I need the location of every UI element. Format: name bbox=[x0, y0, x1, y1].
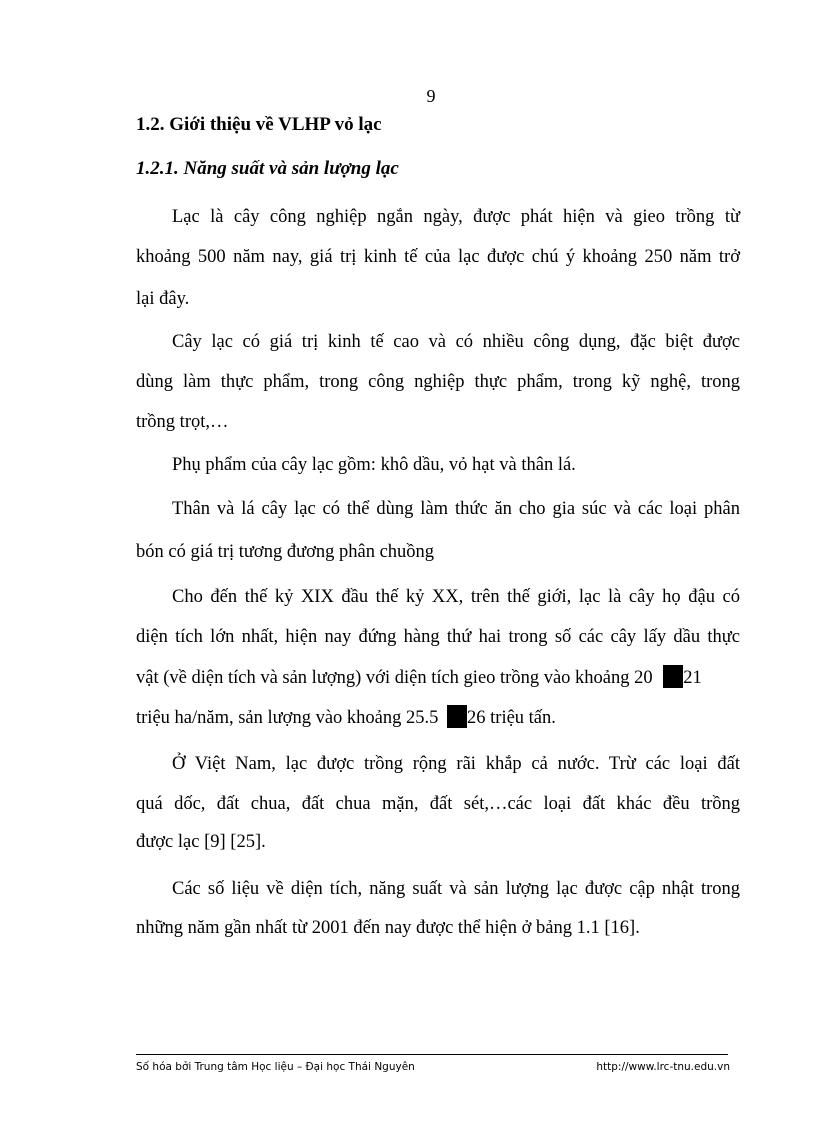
redaction-mark bbox=[663, 665, 683, 688]
paragraph-6-line-2: quá dốc, đất chua, đất chua mặn, đất sét,…các loại đất khác đều trồng bbox=[136, 794, 740, 814]
section-heading: 1.2. Giới thiệu về VLHP vỏ lạc bbox=[136, 114, 382, 135]
paragraph-4-line-2: bón có giá trị tương đương phân chuồng bbox=[136, 542, 435, 562]
paragraph-3-line-1: Phụ phẩm của cây lạc gồm: khô dầu, vỏ hạt và thân lá. bbox=[172, 455, 576, 475]
paragraph-7-line-1: Các số liệu về diện tích, năng suất và sản lượng lạc được cập nhật trong bbox=[172, 879, 740, 899]
paragraph-2-line-3: trồng trọt,… bbox=[136, 412, 229, 432]
paragraph-1-line-1: Lạc là cây công nghiệp ngắn ngày, được phát hiện và gieo trồng từ bbox=[172, 207, 740, 227]
line-text: 21 bbox=[683, 668, 702, 688]
line-text: vật (về diện tích và sản lượng) với diện tích gieo trồng vào khoảng 20 bbox=[136, 668, 653, 688]
paragraph-2-line-1: Cây lạc có giá trị kinh tế cao và có nhiều công dụng, đặc biệt được bbox=[172, 332, 740, 352]
footer-divider bbox=[136, 1054, 728, 1055]
paragraph-7-line-2: những năm gần nhất từ 2001 đến nay được thể hiện ở bảng 1.1 [16]. bbox=[136, 918, 640, 938]
paragraph-1-line-2: khoảng 500 năm nay, giá trị kinh tế của lạc được chú ý khoảng 250 năm trở bbox=[136, 247, 740, 267]
subsection-heading: 1.2.1. Năng suất và sản lượng lạc bbox=[136, 158, 399, 179]
page-number: 9 bbox=[426, 86, 436, 106]
paragraph-6-line-1: Ở Việt Nam, lạc được trồng rộng rãi khắp cả nước. Trừ các loại đất bbox=[172, 754, 740, 774]
paragraph-5-line-2: diện tích lớn nhất, hiện nay đứng hàng thứ hai trong số các cây lấy dầu thực bbox=[136, 627, 740, 647]
footer-source: Số hóa bởi Trung tâm Học liệu – Đại học Thái Nguyên bbox=[136, 1061, 415, 1073]
paragraph-5-line-3 bbox=[136, 665, 740, 690]
line-text: triệu ha/năm, sản lượng vào khoảng 25.5 bbox=[136, 708, 439, 728]
paragraph-6-line-3: được lạc [9] [25]. bbox=[136, 832, 266, 852]
paragraph-2-line-2: dùng làm thực phẩm, trong công nghiệp thực phẩm, trong kỹ nghệ, trong bbox=[136, 372, 740, 392]
paragraph-4-line-1: Thân và lá cây lạc có thể dùng làm thức ăn cho gia súc và các loại phân bbox=[172, 499, 740, 519]
paragraph-1-line-3: lại đây. bbox=[136, 289, 190, 309]
line-text: 26 triệu tấn. bbox=[467, 708, 556, 728]
footer-url: http://www.lrc-tnu.edu.vn bbox=[596, 1061, 730, 1073]
redaction-mark bbox=[447, 705, 467, 728]
paragraph-5-line-4 bbox=[136, 705, 740, 730]
paragraph-5-line-1: Cho đến thế kỷ XIX đầu thế kỷ XX, trên thế giới, lạc là cây họ đậu có bbox=[172, 587, 740, 607]
